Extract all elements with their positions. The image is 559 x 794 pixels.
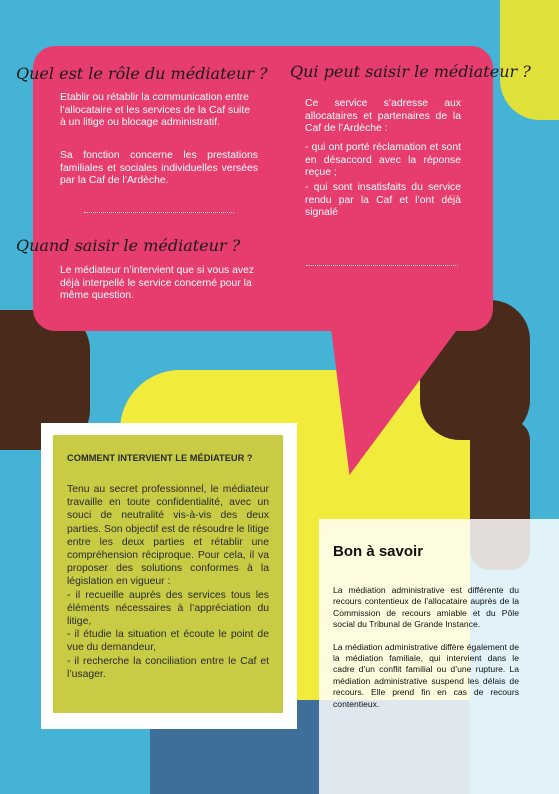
info-box-item-3: - il recherche la conciliation entre le Caf et l’usager. bbox=[67, 655, 269, 680]
speech-bubble-tail bbox=[309, 325, 460, 475]
bon-a-savoir-panel bbox=[319, 519, 559, 794]
info-box-title: COMMENT INTERVIENT LE MÉDIATEUR ? bbox=[67, 453, 253, 463]
q1-text-1: Etablir ou rétablir la communication entre l’allocataire et les services de la Caf suite à un litige ou blocage administratif. bbox=[60, 92, 251, 129]
separator-2 bbox=[306, 265, 458, 266]
info-box-item-2: - il étudie la situation et écoute le point de vue du demandeur, bbox=[67, 629, 269, 654]
q2-title: Qui peut saisir le médiateur ? bbox=[290, 62, 531, 81]
q2-text: Ce service s’adresse aux allocataires et partenaires de la Caf de l’Ardèche : bbox=[305, 98, 461, 135]
info-box-text bbox=[67, 483, 269, 681]
bon-a-savoir-title: Bon à savoir bbox=[333, 543, 424, 560]
bon-a-savoir-text bbox=[333, 585, 519, 721]
q2-item-1: - qui ont porté réclamation et sont en désaccord avec la réponse reçue ; bbox=[305, 142, 461, 179]
q1-text-2: Sa fonction concerne les prestations familiales et sociales individuelles versées par la Caf de l’Ardèche. bbox=[60, 150, 258, 187]
separator-1 bbox=[84, 212, 234, 213]
bon-paragraph-1: La médiation administrative est différente du recours contentieux de l’allocataire auprès de la Commission de recours amiable et du Pôle social du Tribunal de Grande Instance. bbox=[333, 585, 519, 630]
hair-shape bbox=[500, 0, 559, 120]
q3-title: Quand saisir le médiateur ? bbox=[16, 236, 241, 255]
info-box bbox=[41, 423, 297, 729]
info-box-paragraph: Tenu au secret professionnel, le médiateur travaille en toute confidentialité, avec un souci de neutralité vis-à-vis des deux parties. Son objectif est de résoudre le litige entre les deux parties et rétablir une compréhension réciproque. Pour cela, il va proposer des solutions conformes à la législation en vigueur : bbox=[67, 484, 269, 588]
q3-text: Le médiateur n’intervient que si vous avez déjà interpellé le service concerné pour la même question. bbox=[60, 265, 255, 302]
q1-title: Quel est le rôle du médiateur ? bbox=[16, 64, 268, 83]
q2-item-2: - qui sont insatisfaits du service rendu par la Caf et l’ont déjà signalé bbox=[305, 182, 461, 219]
bon-paragraph-2: La médiation administrative diffère également de la médiation familiale, qui intervient dans le cadre d’un conflit familial ou d’une rupture. La médiation administrative suspend les délais de recours. Elle prend fin en cas de recours contentieux. bbox=[333, 641, 519, 709]
info-box-item-1: - il recueille auprès des services tous les éléments nécessaires à l’appréciation du litige, bbox=[67, 589, 269, 628]
info-box-inner bbox=[53, 435, 283, 713]
